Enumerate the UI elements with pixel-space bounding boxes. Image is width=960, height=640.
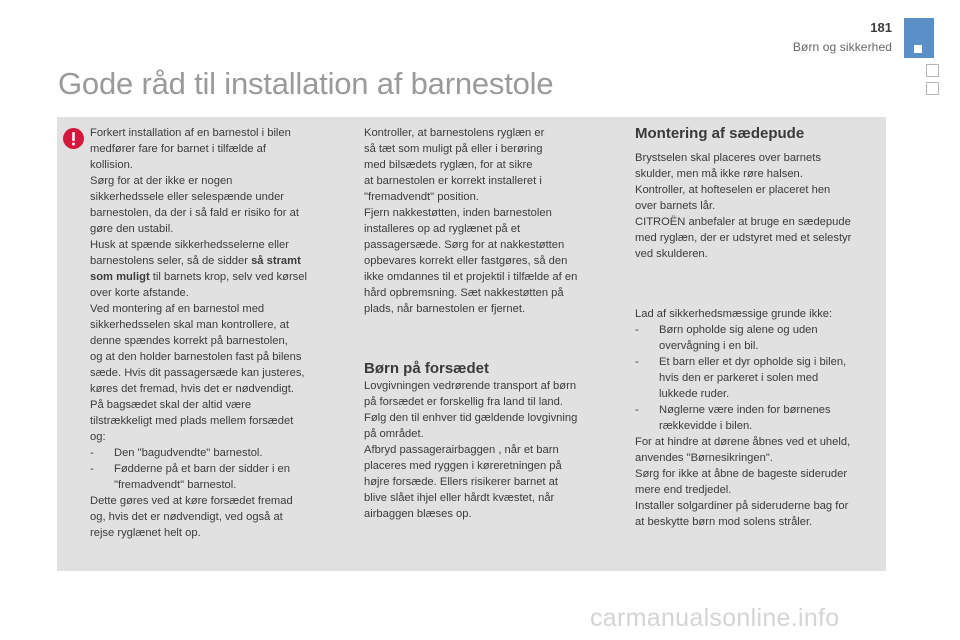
text-line: mere end tredjedel. <box>635 484 732 496</box>
text-line: For at hindre at dørene åbnes ved et uheld, <box>635 436 851 448</box>
booster-text <box>635 150 879 262</box>
front-seat-text <box>364 378 612 522</box>
text-line: anvendes "Børnesikringen". <box>635 452 773 464</box>
front-seat-heading: Børn på forsædet <box>364 360 490 377</box>
text-line: ikke omdannes til et projektil i tilfælde af en <box>364 271 578 283</box>
text-line: Sørg for at der ikke er nogen <box>90 175 233 187</box>
text-line: sæde. Hvis dit passagersæde kan justeres, <box>90 367 305 379</box>
text-line: lukkede ruder. <box>659 388 730 400</box>
bullet-dash: - <box>90 463 94 475</box>
text-line: Brystselen skal placeres over barnets <box>635 152 821 164</box>
text-line: Nøglerne være inden for børnenes <box>659 404 831 416</box>
text-line: at barnestolen er korrekt installeret i <box>364 175 542 187</box>
section-label: Børn og sikkerhed <box>792 40 892 54</box>
text-line: barnestolens seler, så de sidder <box>90 255 252 267</box>
text-line: plads, når barnestolen er fjernet. <box>364 303 526 315</box>
text-line: med ryglæn, der er udstyret med et selestyr <box>635 232 852 244</box>
text-line: På bagsædet skal der altid være <box>90 399 252 411</box>
text-line: Lovgivningen vedrørende transport af børn <box>364 380 577 392</box>
bullet-dash: - <box>635 356 639 368</box>
headrest-text <box>364 125 612 317</box>
text-line: til barnets krop, selv ved kørsel <box>149 271 307 283</box>
text-line: overvågning i en bil. <box>659 340 759 352</box>
text-line: tilstrækkeligt med plads mellem forsædet <box>90 415 294 427</box>
text-line: på området. <box>364 428 424 440</box>
text-line: Et barn eller et dyr opholde sig i bilen, <box>659 356 847 368</box>
text-line: Fjern nakkestøtten, inden barnestolen <box>364 207 552 219</box>
bullet-dash: - <box>635 324 639 336</box>
text-line: Husk at spænde sikkerhedsselerne eller <box>90 239 289 251</box>
bullet-item <box>90 461 342 493</box>
text-line: medfører fare for barnet i tilfælde af <box>90 143 266 155</box>
text-line: passagersæde. Sørg for at nakkestøtten <box>364 239 565 251</box>
nav-square-1 <box>926 64 939 77</box>
bullet-dash: - <box>635 404 639 416</box>
text-line: denne spændes korrekt på barnestolen, <box>90 335 288 347</box>
text-line: "fremadvendt" barnestol. <box>114 479 237 491</box>
text-line: rækkevidde i bilen. <box>659 420 753 432</box>
text-line: Børn opholde sig alene og uden <box>659 324 818 336</box>
text-line: højre forsæde. Ellers risikerer barnet at <box>364 476 558 488</box>
text-line: Afbryd passagerairbaggen , når et barn <box>364 444 559 456</box>
text-line: Fødderne på et barn der sidder i en <box>114 463 290 475</box>
text-line: gøre den ustabil. <box>90 223 174 235</box>
text-line: over korte afstande. <box>90 287 189 299</box>
text-line: og, hvis det er nødvendigt, ved også at <box>90 511 283 523</box>
chapter-tab <box>904 18 934 58</box>
text-line: køres det fremad, hvis det er nødvendigt. <box>90 383 294 395</box>
text-line: Følg den til enhver tid gældende lovgivning <box>364 412 578 424</box>
text-line: hvis den er parkeret i solen med <box>659 372 819 384</box>
text-line: opbevares korrekt eller fastgøres, så den <box>364 255 568 267</box>
bold-text: som muligt <box>90 271 150 283</box>
text-line: at beskytte børn mod solens stråler. <box>635 516 813 528</box>
text-line: blive slået ihjel eller hårdt kvæstet, når <box>364 492 555 504</box>
text-line: sikkerhedssele eller selespænde under <box>90 191 285 203</box>
exclamation-warning-icon <box>63 128 84 149</box>
text-line: så tæt som muligt på eller i berøring <box>364 143 543 155</box>
text-line: barnestolen, da der i så fald er risiko for at <box>90 207 299 219</box>
text-line: Den "bagudvendte" barnestol. <box>114 447 263 459</box>
text-line: skulder, men må ikke røre halsen. <box>635 168 803 180</box>
text-line: og at den holder barnestolen fast på bilens <box>90 351 302 363</box>
bullet-item <box>635 354 879 402</box>
text-line: ved skulderen. <box>635 248 708 260</box>
text-line: placeres med ryggen i køreretningen på <box>364 460 562 472</box>
text-line: Installer solgardiner på sideruderne bag for <box>635 500 849 512</box>
bullet-dash: - <box>90 447 94 459</box>
text-line: Ved montering af en barnestol med <box>90 303 265 315</box>
text-line: "fremadvendt" position. <box>364 191 479 203</box>
bullet-item <box>635 322 879 354</box>
text-line: rejse ryglænet helt op. <box>90 527 201 539</box>
text-line: installeres op ad ryglænet på et <box>364 223 521 235</box>
text-line: på forsædet er forskellig fra land til land. <box>364 396 563 408</box>
bullet-item <box>90 445 342 461</box>
page-number: 181 <box>870 20 892 35</box>
warning-text <box>90 125 342 541</box>
text-line: og: <box>90 431 106 443</box>
safety-intro: Lad af sikkerhedsmæssige grunde ikke: <box>635 308 833 320</box>
text-line: Kontroller, at barnestolens ryglæn er <box>364 127 545 139</box>
text-line: airbaggen blæses op. <box>364 508 472 520</box>
text-line: med bilsædets ryglæn, for at sikre <box>364 159 533 171</box>
watermark: carmanualsonline.info <box>590 604 840 632</box>
nav-square-2 <box>926 82 939 95</box>
text-line: Dette gøres ved at køre forsædet fremad <box>90 495 293 507</box>
bold-text: så stramt <box>251 255 301 267</box>
page-title: Gode råd til installation af barnestole <box>58 66 554 101</box>
text-line: Kontroller, at hofteselen er placeret hen <box>635 184 831 196</box>
text-line: CITROËN anbefaler at bruge en sædepude <box>635 216 851 228</box>
bullet-item <box>635 402 879 434</box>
text-line: over barnets lår. <box>635 200 716 212</box>
text-line: Sørg for ikke at åbne de bageste sideruder <box>635 468 848 480</box>
text-line: hård opbremsning. Sæt nakkestøtten på <box>364 287 564 299</box>
safety-text <box>635 306 879 530</box>
text-line: sikkerhedsselen skal man kontrollere, at <box>90 319 289 331</box>
text-line: Forkert installation af en barnestol i bilen <box>90 127 291 139</box>
text-line <box>90 253 342 269</box>
booster-heading: Montering af sædepude <box>635 125 805 142</box>
text-line: kollision. <box>90 159 133 171</box>
chapter-tab-marker <box>914 45 922 53</box>
text-line <box>90 269 342 285</box>
